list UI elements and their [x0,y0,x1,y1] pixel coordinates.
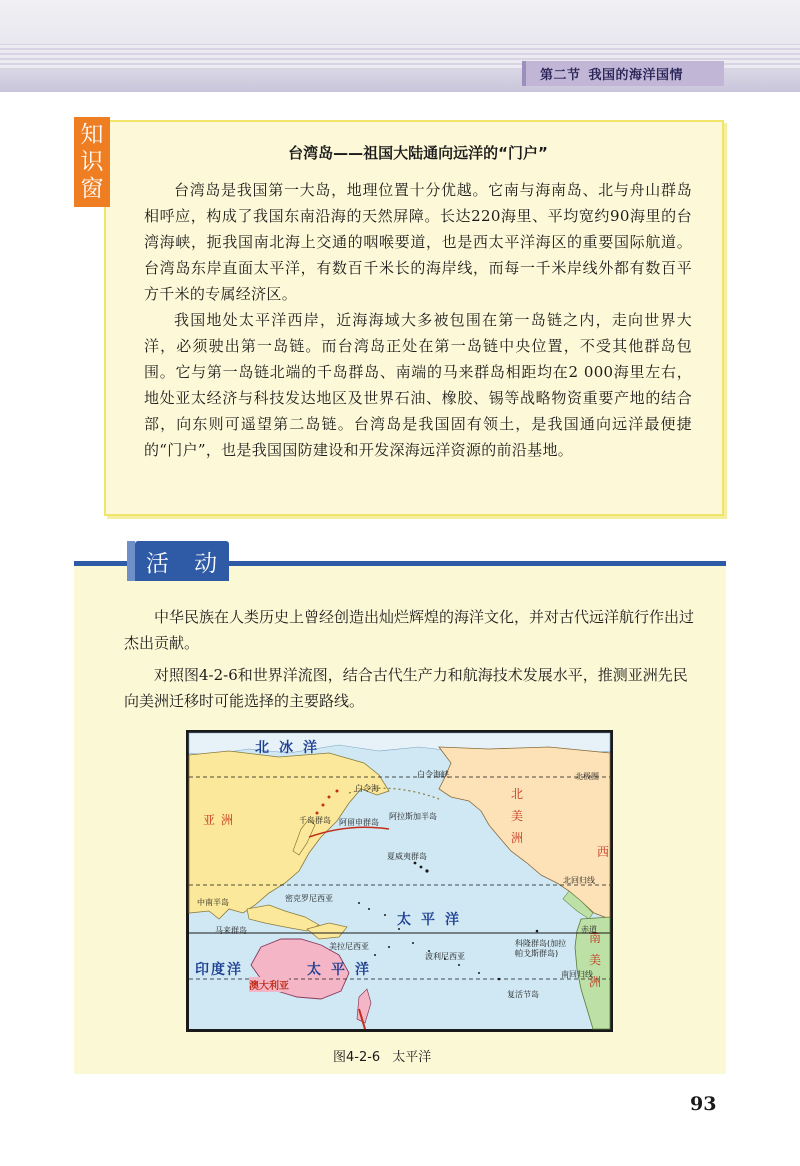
section-header [522,61,724,86]
page-number: 93 [690,1093,717,1115]
tag-char: 识 [80,148,104,175]
activity-paragraph: 对照图4-2-6和世界洋流图，结合古代生产力和航海技术发展水平，推测亚洲先民向美洲迁移时可能选择的主要路线。 [124,666,688,710]
pacific-map [186,730,616,1032]
label-equator: 赤道 [581,925,597,934]
figure-caption [333,1046,431,1065]
label-polynesia: 波利尼西亚 [425,952,465,961]
knowledge-window [104,120,724,516]
label-tropic-cancer: 北回归线 [563,876,595,885]
label-easter-island: 复活节岛 [507,990,539,999]
knowledge-window-title: 台湾岛——祖国大陆通向远洋的“门户” [288,144,548,162]
ocean-label-indian: 印度洋 [195,962,243,978]
knowledge-window-tag [74,117,110,207]
label-micronesia: 密克罗尼西亚 [285,894,333,903]
section-number: 第二节 [540,68,581,83]
knowledge-paragraph: 我国地处太平洋西岸，近海海域大多被包围在第一岛链之内，走向世界大洋，必须驶出第一岛链。而台湾岛正处在第一岛链中央位置，不受其他群岛包围。它与第一岛链北端的千岛群岛、南端的马来群岛相距均在2 000海里左右，地处亚太经济与科技发达地区及世界石油、橡胶、锡等战略物资重要产地的结合部，向东则可遥望第二岛链。台湾岛是我国固有领土，是我国通向远洋最便捷的“门户”，也是我国国防建设和开发深海远洋资源的前沿基地。 [144,311,692,459]
label-bering-sea: 白令海 [355,784,379,793]
section-title: 我国的海洋国情 [588,68,684,83]
label-indochina: 中南半岛 [197,898,229,907]
continent-label-asia: 亚洲 [203,813,240,827]
hawaii-dots [414,862,429,873]
label-kuril: 千岛群岛 [299,816,331,825]
label-alaska: 阿拉斯加半岛 [389,812,437,821]
continent-label-australia: 澳大利亚 [249,977,289,992]
ocean-label-pacific-a: 太平洋 [397,912,469,928]
label-melanesia: 美拉尼西亚 [329,942,369,951]
activity-tab: 活 动 [135,541,229,581]
tag-char: 知 [80,121,104,148]
continent-label-west: 西 [597,845,616,859]
figure-title: 太平洋 [392,1050,432,1065]
continent-label-north-america: 北美洲 [511,787,530,845]
label-galapagos: 科隆群岛(加拉帕戈斯群岛) [515,939,567,958]
label-aleutian: 阿留申群岛 [339,818,379,827]
label-tropic-capricorn: 南回归线 [561,970,593,979]
label-bering-strait: 白令海峡 [417,770,449,779]
tag-char: 窗 [80,175,104,202]
label-malay: 马来群岛 [215,926,247,935]
ocean-label-arctic: 北冰洋 [255,740,327,756]
label-arctic-circle: 北极圈 [575,772,599,781]
malay-islands [247,905,319,931]
figure-number: 图4-2-6 [333,1050,381,1065]
ocean-label-pacific-b: 太平洋 [307,962,379,978]
continent-label-south-america: 南美洲 [589,931,608,989]
label-hawaii: 夏威夷群岛 [387,852,427,861]
activity-paragraph: 中华民族在人类历史上曾经创造出灿烂辉煌的海洋文化，并对古代远洋航行作出过杰出贡献。 [124,608,695,652]
new-zealand [357,989,371,1023]
knowledge-paragraph: 台湾岛是我国第一大岛，地理位置十分优越。它南与海南岛、北与舟山群岛相呼应，构成了我国东南沿海的天然屏障。长达220海里、平均宽约90海里的台湾海峡，扼我国南北海上交通的咽喉要道，也是西太平洋海区的重要国际航道。台湾岛东岸直面太平洋，有数百千米长的海岸线，而每一千米岸线外都有数百平方千米的专属经济区。 [144,181,692,303]
